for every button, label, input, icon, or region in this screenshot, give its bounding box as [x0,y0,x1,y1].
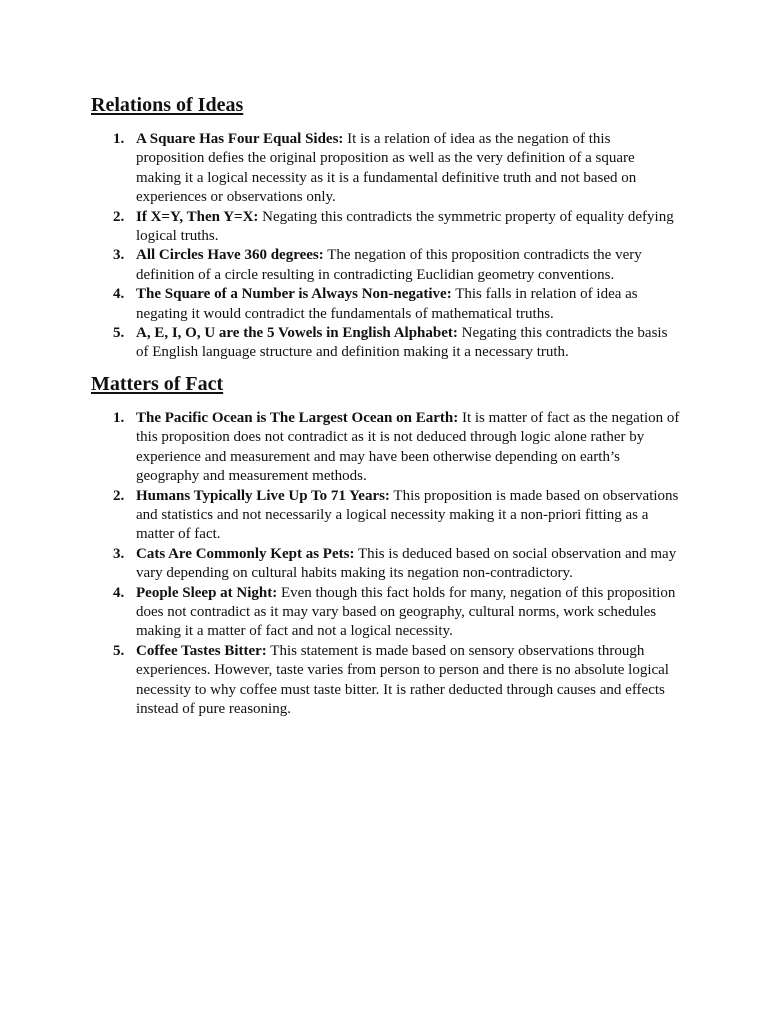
list-item [91,324,681,363]
item-term: A Square Has Four Equal Sides: [136,131,344,147]
item-text: It is matter of fact as the negation of this proposition does not contradict as it is not deduced through logic alone rather by experience and measurement and may have been otherwise depending on earth’s geography and measurement methods. [136,409,680,485]
item-term: The Pacific Ocean is The Largest Ocean on Earth: [136,409,459,426]
item-term: All Circles Have 360 degrees: [136,247,324,264]
item-text: Even though this fact holds for many, negation of this proposition does not contradict as it may vary based on geography, cultural norms, work schedules making it a matter of fact and not a logical necessity. [136,584,676,640]
list-number: 4. [113,584,125,601]
list-number: 3. [113,247,125,264]
list-number: 1. [113,131,125,147]
item-term: Humans Typically Live Up To 71 Years: [136,487,390,504]
list-number: 4. [113,286,125,303]
list-number: 2. [113,487,125,504]
list-item [91,246,681,285]
section-heading-matters-of-fact: Matters of Fact [91,372,224,395]
list-number: 5. [113,642,125,659]
list-item [91,130,681,208]
list-item [91,487,681,545]
relations-of-ideas-list [91,130,681,363]
list-item [91,545,681,584]
list-item [91,409,681,487]
item-term: People Sleep at Night: [136,584,278,601]
section-heading-relations-of-ideas: Relations of Ideas [91,94,244,116]
item-text: This statement is made based on sensory observations through experiences. However, taste varies from person to person and there is no absolute logical necessity to why coffee must taste bitter. It is rather deducted through causes and effects instead of pure reasoning. [136,642,669,717]
document-page [91,92,681,719]
list-number: 3. [113,545,125,562]
item-text: The negation of this proposition contradicts the very definition of a circle resulting in contradicting Euclidian geometry conventions. [136,247,642,283]
item-term: Coffee Tastes Bitter: [136,642,267,659]
item-text: Negating this contradicts the basis of English language structure and definition making it a necessary truth. [136,325,668,361]
item-term: The Square of a Number is Always Non-negative: [136,286,452,303]
list-item [91,642,681,720]
item-text: Negating this contradicts the symmetric property of equality defying logical truths. [136,208,674,245]
list-number: 2. [113,208,125,225]
item-text: It is a relation of idea as the negation of this proposition defies the original proposition as well as the very definition of a square making it a logical necessity as it is a fundamental definitive truth and not based on experiences or observations only. [136,131,637,206]
list-number: 5. [113,325,125,342]
item-text: This is deduced based on social observation and may vary depending on cultural habits making its negation non-contradictory. [136,545,677,582]
item-term: Cats Are Commonly Kept as Pets: [136,545,355,562]
list-number: 1. [113,409,125,426]
list-item [91,285,681,324]
list-item [91,208,681,247]
matters-of-fact-list [91,409,681,720]
list-item [91,584,681,642]
item-term: A, E, I, O, U are the 5 Vowels in English Alphabet: [136,325,458,342]
item-term: If X=Y, Then Y=X: [136,208,259,225]
item-text: This falls in relation of idea as negating it would contradict the fundamentals of mathematical truths. [136,286,638,322]
item-text: This proposition is made based on observations and statistics and not necessarily a logical necessity making it a non-priori fitting as a matter of fact. [136,487,679,543]
